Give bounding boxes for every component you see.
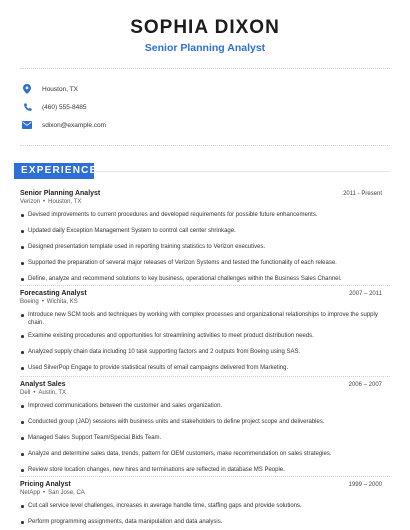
job-location: San Jose, CA [48,490,85,496]
email-text: sdixon@example.com [42,121,107,129]
job-title: Forecasting Analyst [20,290,87,297]
job-title: Pricing Analyst [20,481,71,488]
job-bullet: Designed presentation template used in reporting training statistics to Verizon executives. [20,243,382,251]
experience-heading-line [94,171,390,172]
job-company: Verizon [20,199,41,205]
job-bullet: Supported the preparation of several major releases of Verizon Systems and tested the functionality of each release. [20,259,382,267]
contact-divider [20,145,390,146]
job-location: Houston, TX [48,199,82,205]
job-bullet: Used SilverPop Engage to provide statistical results of email campaigns delivered from Marketing. [20,364,382,372]
map-pin-icon [22,84,32,94]
job-divider [20,376,390,377]
job-bullet: Introduce new SCM tools and techniques by working with complex processes and organizational relationships to improve the supply chain. [20,311,382,327]
job-bullet: Conducted group (JAD) sessions with business units and stakeholders to define project scope and deliverables. [20,418,382,426]
phone-icon [22,102,32,112]
job-entry: Forecasting Analyst 2007 – 2011 Boeing • Wichita, KS Introduce new SCM tools and techniques by working with complex processes and organizational relationships to improve the supply chain. Examine existing procedures and opportunities for streamlining activities to meet product distribution needs. Analyzed supply chain data including 10 task supporting factors and 2 outputs from Boeing using SAS. Used SilverPop Engage to provide statistical results of email campaigns delivered from Marketing. [20,290,382,371]
job-bullet: Updated daily Exception Management System to control call center shrinkage. [20,227,382,235]
job-bullet: Devised improvements to current procedures and developed requirements for possible future enhancements. [20,211,382,219]
resume-header [0,0,410,54]
job-company: Dell [20,390,31,396]
job-bullet: Analyze and determine sales data, trends, pattern for OEM customers, make recommendation on sales strategies. [20,450,382,458]
job-bullet: Managed Sales Support Team/Special Bids Team. [20,434,382,442]
job-bullet: Examine existing procedures and opportunities for streamlining activities to meet product distribution needs. [20,332,382,340]
job-company: Boeing [20,299,39,305]
job-divider [20,285,390,286]
contact-email [22,120,106,130]
job-entry: Pricing Analyst 1999 – 2000 NetApp • San Jose, CA Cut call service level challenges, increases in average handle time, staffing gaps and provide solutions. Perform programming assignments, data manipulation and data analysis. [20,481,382,525]
job-title: Analyst Sales [20,381,66,388]
job-bullet: Cut call service level challenges, increases in average handle time, staffing gaps and provide solutions. [20,502,382,510]
phone-text: (460) 555-8485 [42,103,87,111]
job-bullet: Review store location changes, new hires and terminations are reflected in database MS People. [20,466,382,474]
job-entry: Analyst Sales 2006 – 2007 Dell • Austin, TX Improved communications between the customer and sales organization. Conducted group (JAD) sessions with business units and stakeholders to define project scope and deliverables. Managed Sales Support Team/Special Bids Team. Analyze and determine sales data, trends, pattern for OEM customers, make recommendation on sales strategies. Review store location changes, new hires and terminations are reflected in database MS People. [20,381,382,473]
job-bullet: Define, analyze and recommend solutions to key business, operational challenges within the Business Sales Channel. [20,275,382,283]
job-company: NetApp [20,490,41,496]
mail-icon [22,120,32,130]
candidate-name: SOPHIA DIXON [130,17,280,38]
job-bullet: Improved communications between the customer and sales organization. [20,402,382,410]
job-dates: 1999 – 2000 [348,482,382,488]
job-dates: 2011 - Present [343,191,382,197]
job-location: Austin, TX [38,390,67,396]
experience-heading: EXPERIENCE [14,163,94,179]
job-dates: 2007 – 2011 [349,291,382,297]
job-dates: 2006 – 2007 [348,382,382,388]
job-bullet: Perform programming assignments, data manipulation and data analysis. [20,518,382,526]
job-entry: Senior Planning Analyst 2011 - Present Verizon • Houston, TX Devised improvements to current procedures and developed requirements for possible future enhancements. Updated daily Exception Management System to control call center shrinkage. Designed presentation template used in reporting training statistics to Verizon executives. Supported the preparation of several major releases of Verizon Systems and tested the functionality of each release. Define, analyze and recommend solutions to key business, operational challenges within the Business Sales Channel. [20,190,382,282]
header-divider [20,68,390,69]
job-location: Wichita, KS [46,299,78,305]
contact-phone [22,102,86,112]
job-bullet: Analyzed supply chain data including 10 task supporting factors and 2 outputs from Boeing using SAS. [20,348,382,356]
candidate-title: Senior Planning Analyst [144,42,266,54]
job-divider [20,476,390,477]
contact-location [22,84,78,94]
location-text: Houston, TX [42,85,79,93]
job-title: Senior Planning Analyst [20,190,101,197]
